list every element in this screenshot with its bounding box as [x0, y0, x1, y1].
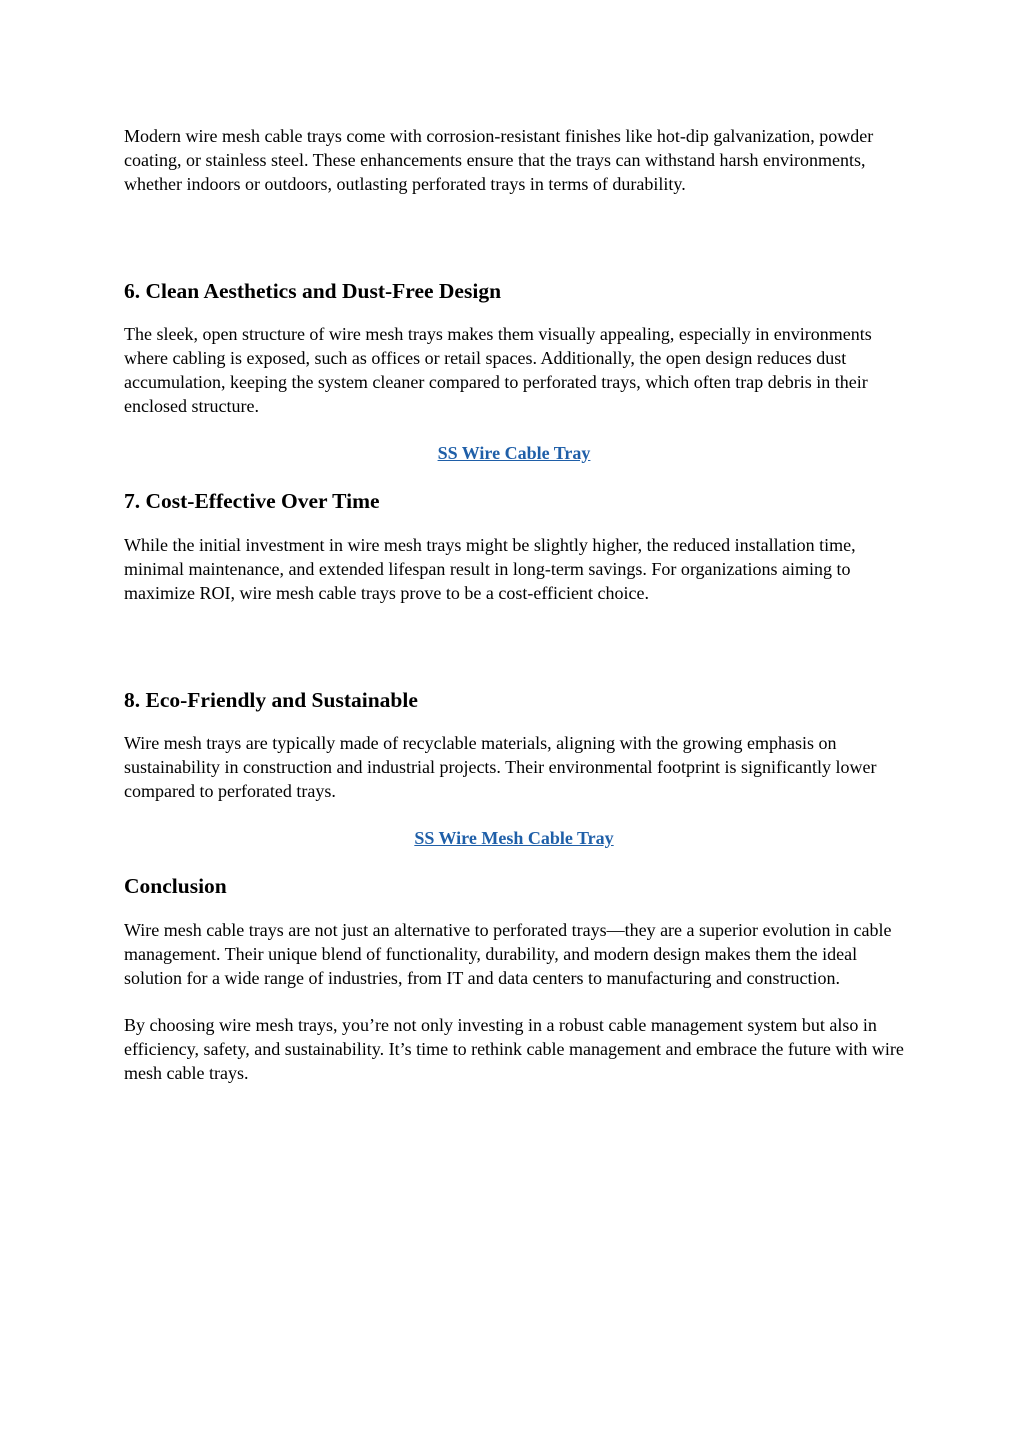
section-8-paragraph: Wire mesh trays are typically made of recyclable materials, aligning with the growing emphasis on sustainability in construction and industrial projects. Their environmental footprint is significantly lower compared to perforated trays.: [124, 733, 877, 801]
section-7-paragraph: While the initial investment in wire mesh trays might be slightly higher, the reduced installation time, minimal maintenance, and extended lifespan result in long-term savings. For organizations aiming to maximize ROI, wire mesh cable trays prove to be a cost-efficient choice.: [124, 535, 856, 603]
conclusion-paragraph-2: By choosing wire mesh trays, you’re not only investing in a robust cable management system but also in efficiency, safety, and sustainability. It’s time to rethink cable management and embrace the future with wire mesh cable trays.: [124, 1015, 904, 1083]
ss-wire-cable-tray-link[interactable]: SS Wire Cable Tray: [437, 443, 591, 463]
intro-paragraph: Modern wire mesh cable trays come with corrosion-resistant finishes like hot-dip galvanization, powder coating, or stainless steel. These enhancements ensure that the trays can withstand harsh environments, whether indoors or outdoors, outlasting perforated trays in terms of durability.: [124, 126, 874, 194]
section-6-heading: 6. Clean Aesthetics and Dust-Free Design: [124, 279, 502, 303]
section-8-heading: 8. Eco-Friendly and Sustainable: [124, 688, 418, 712]
document-page: [124, 124, 904, 1085]
ss-wire-cable-tray-link-row: [124, 441, 904, 465]
section-7-heading: 7. Cost-Effective Over Time: [124, 489, 380, 513]
section-6-paragraph: The sleek, open structure of wire mesh trays makes them visually appealing, especially in environments where cabling is exposed, such as offices or retail spaces. Additionally, the open design reduces dust accumulation, keeping the system cleaner compared to perforated trays, which often trap debris in their enclosed structure.: [124, 324, 872, 416]
conclusion-heading: Conclusion: [124, 874, 227, 898]
ss-wire-mesh-cable-tray-link[interactable]: SS Wire Mesh Cable Tray: [414, 828, 614, 848]
ss-wire-mesh-cable-tray-link-row: [124, 826, 904, 850]
conclusion-paragraph-1: Wire mesh cable trays are not just an alternative to perforated trays—they are a superior evolution in cable management. Their unique blend of functionality, durability, and modern design makes them the ideal solution for a wide range of industries, from IT and data centers to manufacturing and construction.: [124, 920, 892, 988]
